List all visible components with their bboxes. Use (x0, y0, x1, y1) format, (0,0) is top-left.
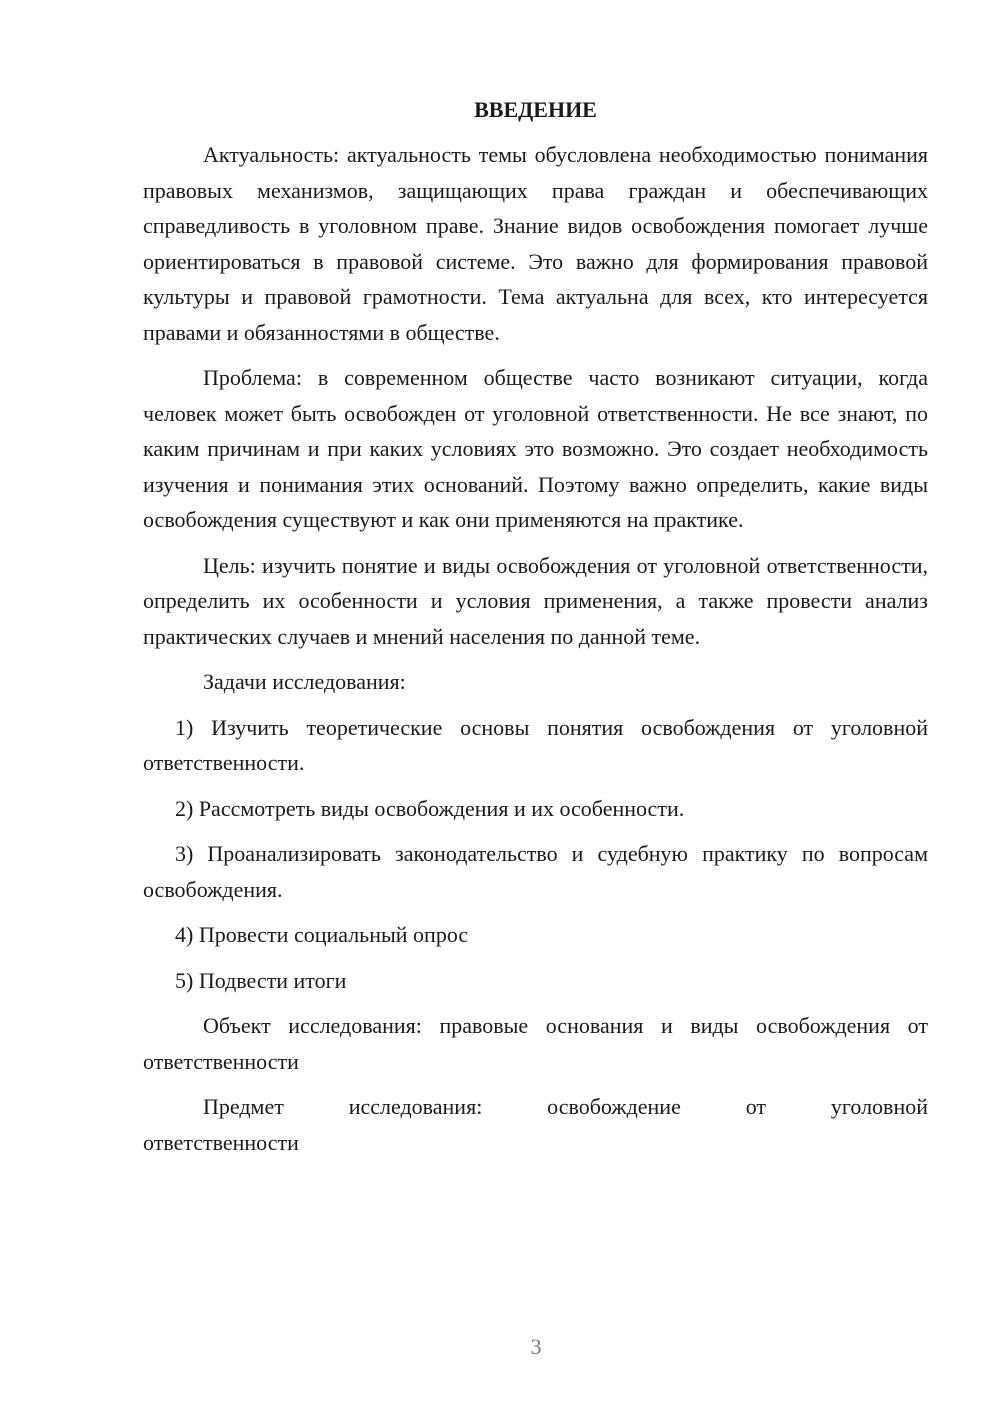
task-item-1: 1) Изучить теоретические основы понятия освобождения от уголовной ответственности. (143, 714, 928, 775)
subject-line-1: Предмет исследования: освобождение от уголовной (203, 1094, 928, 1119)
goal-paragraph: Цель: изучить понятие и виды освобождения от уголовной ответственности, определить их особенности и условия применения, а также провести анализ практических случаев и мнений населения по данной теме. (143, 552, 928, 649)
task-item-5: 5) Подвести итоги (175, 967, 347, 993)
relevance-paragraph: Актуальность: актуальность темы обусловлена необходимостью понимания правовых механизмов, защищающих права граждан и обеспечивающих справедливость в уголовном праве. Знание видов освобождения помогает лучше ориентироваться в правовой системе. Это важно для формирования правовой культуры и правовой грамотности. Тема актуальна для всех, кто интересуется правами и обязанностями в обществе. (143, 142, 928, 345)
object-paragraph: Объект исследования: правовые основания и виды освобождения от ответственности (143, 1013, 928, 1074)
section-title: ВВЕДЕНИЕ (474, 97, 597, 122)
subject-line-2: ответственности (143, 1129, 299, 1155)
task-item-2: 2) Рассмотреть виды освобождения и их особенности. (175, 795, 685, 821)
tasks-heading: Задачи исследования: (203, 669, 406, 694)
task-item-4: 4) Провести социальный опрос (175, 922, 469, 947)
page-content (143, 95, 928, 1160)
page-number: 3 (530, 1334, 542, 1359)
task-item-3: 3) Проанализировать законодательство и судебную практику по вопросам освобождения. (143, 841, 928, 902)
problem-paragraph: Проблема: в современном обществе часто возникают ситуации, когда человек может быть освобожден от уголовной ответственности. Не все знают, по каким причинам и при каких условиях это возможно. Это создает необходимость изучения и понимания этих оснований. Поэтому важно определить, какие виды освобождения существуют и как они применяются на практике. (143, 365, 928, 532)
subject-paragraph (143, 1089, 928, 1160)
